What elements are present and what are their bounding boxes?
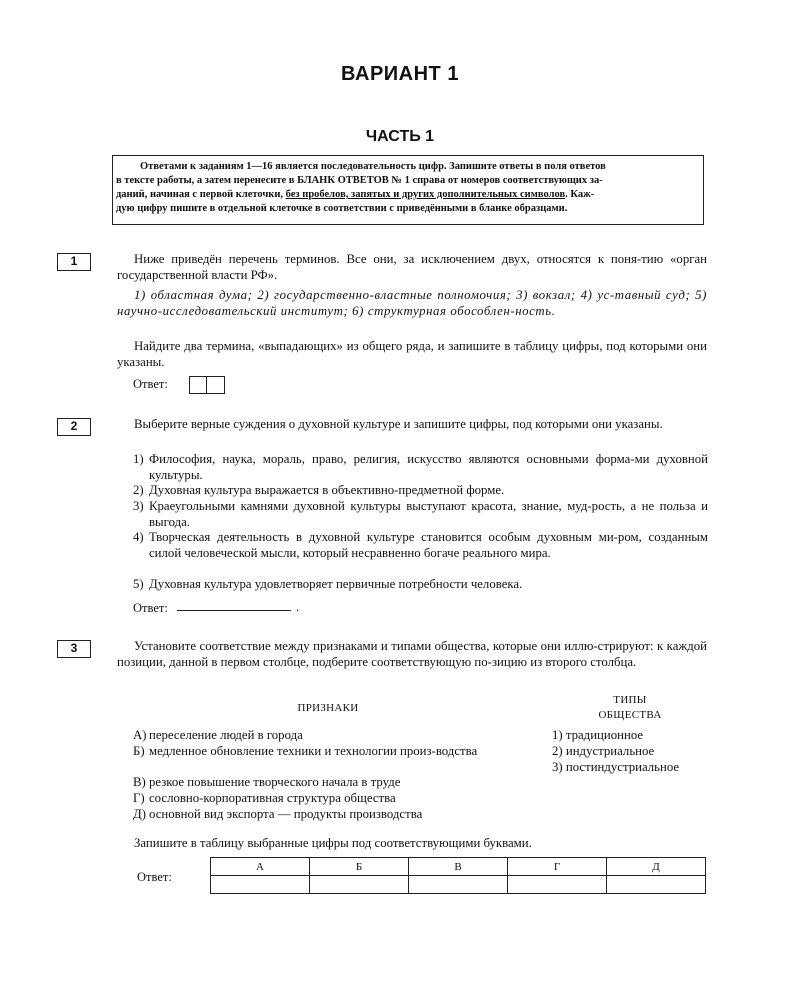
type-item: 3) постиндустриальное: [552, 760, 680, 774]
list-item: [133, 499, 708, 530]
list-item: [133, 577, 708, 593]
task2-answer-line[interactable]: [177, 610, 291, 611]
task-number-1: 1: [57, 253, 91, 271]
table-header-cell: Г: [508, 858, 607, 876]
attribute-item: [133, 775, 518, 791]
task3-write-instruction: Запишите в таблицу выбранные цифры под соответствующими буквами.: [134, 836, 532, 850]
answer-cell[interactable]: [310, 876, 409, 894]
attribute-item: [133, 807, 518, 823]
type-item: 2) индустриальное: [552, 744, 655, 758]
task2-answer-dot: .: [296, 600, 300, 614]
attribute-text: резкое повышение творческого начала в труде: [149, 775, 401, 789]
task2-intro: Выберите верные суждения о духовной культуре и запишите цифры, под которыми они указаны.: [134, 417, 663, 431]
task-number-3: 3: [57, 640, 91, 658]
task1-intro: Ниже приведён перечень терминов. Все они, за исключением двух, относятся к поня-тию «орган государственной власти РФ».: [117, 252, 707, 282]
item-text: Философия, наука, мораль, право, религия, искусство являются основными форма-ми духовной культуры.: [149, 452, 708, 482]
instructions-underlined: без пробелов, запятых и других дополнительных символов: [285, 189, 566, 200]
instructions-text: даний, начиная с первой клеточки,: [116, 189, 286, 200]
item-number: 2): [133, 483, 144, 497]
answer-cell[interactable]: [607, 876, 706, 894]
variant-title: ВАРИАНТ 1: [341, 63, 459, 85]
attribute-letter: Д): [133, 807, 146, 821]
type-item: 1) традиционное: [552, 728, 644, 742]
answer-cell[interactable]: [409, 876, 508, 894]
task1-question: Найдите два термина, «выпадающих» из общего ряда, и запишите в таблицу цифры, под которыми они указаны.: [117, 339, 707, 369]
item-text: Духовная культура выражается в объективно-предметной форме.: [149, 483, 505, 497]
item-text: Творческая деятельность в духовной культуре становится особым духовным ми-ром, созданным силой человеческой мысли, который несравненно богаче реального мира.: [149, 530, 708, 560]
table-header-cell: А: [211, 858, 310, 876]
item-number: 4): [133, 530, 144, 544]
list-item: [133, 530, 708, 561]
attribute-text: медленное обновление техники и технологии произ-водства: [149, 744, 478, 758]
item-number: 1): [133, 452, 144, 466]
instructions-line: дую цифру пишите в отдельной клеточке в соответствии с приведёнными в бланке образцами.: [116, 203, 568, 214]
item-number: 3): [133, 499, 144, 513]
col2-header-line1: ТИПЫ: [613, 694, 647, 706]
answer-cell[interactable]: [207, 376, 225, 394]
instructions-line: в тексте работы, а затем перенесите в БЛАНК ОТВЕТОВ № 1 справа от номеров соответствующих за-: [116, 175, 603, 186]
attribute-item: [133, 791, 518, 807]
table-header-cell: Б: [310, 858, 409, 876]
table-header-cell: Д: [607, 858, 706, 876]
task-number-2: 2: [57, 418, 91, 436]
instructions-box: [112, 155, 704, 225]
instructions-line: [116, 188, 700, 202]
attribute-text: переселение людей в города: [149, 728, 303, 742]
attribute-item: [133, 728, 518, 744]
task3-intro: Установите соответствие между признаками и типами общества, которые они иллю-стрируют: к каждой позиции, данной в первом столбце, подберите соответствующую по-зицию из второго столбца.: [117, 639, 707, 669]
attribute-letter: В): [133, 775, 146, 789]
answer-cell[interactable]: [189, 376, 207, 394]
task1-terms: 1) областная дума; 2) государственно-властные полномочия; 3) вокзал; 4) ус-тавный суд; 5) научно-исследовательский институт; 6) структурная обособлен-ность.: [117, 288, 707, 318]
task1-answer-boxes[interactable]: [189, 376, 225, 394]
col1-header: ПРИЗНАКИ: [297, 702, 359, 714]
attribute-letter: Б): [133, 744, 145, 758]
task3-answer-table: [210, 857, 706, 894]
instructions-text: . Каж-: [565, 189, 595, 200]
item-text: Духовная культура удовлетворяет первичные потребности человека.: [149, 577, 523, 591]
attribute-letter: А): [133, 728, 147, 742]
task1-answer-label: Ответ:: [133, 377, 168, 391]
part-title: ЧАСТЬ 1: [365, 128, 435, 145]
answer-cell[interactable]: [508, 876, 607, 894]
answer-cell[interactable]: [211, 876, 310, 894]
task3-answer-label: Ответ:: [137, 870, 172, 884]
attribute-item: [133, 744, 518, 760]
list-item: [133, 452, 708, 483]
attribute-letter: Г): [133, 791, 145, 805]
attribute-text: сословно-корпоративная структура общества: [149, 791, 396, 805]
item-text: Краеугольными камнями духовной культуры выступают красота, знание, муд-рость, а не польза и выгода.: [149, 499, 708, 529]
item-number: 5): [133, 577, 144, 591]
instructions-line: Ответами к заданиям 1—16 является последовательность цифр. Запишите ответы в поля ответов: [140, 161, 606, 172]
list-item: [133, 483, 708, 499]
table-header-cell: В: [409, 858, 508, 876]
attribute-text: основной вид экспорта — продукты производства: [149, 807, 423, 821]
col2-header-line2: ОБЩЕСТВА: [598, 709, 662, 721]
task2-answer-label: Ответ:: [133, 601, 168, 615]
